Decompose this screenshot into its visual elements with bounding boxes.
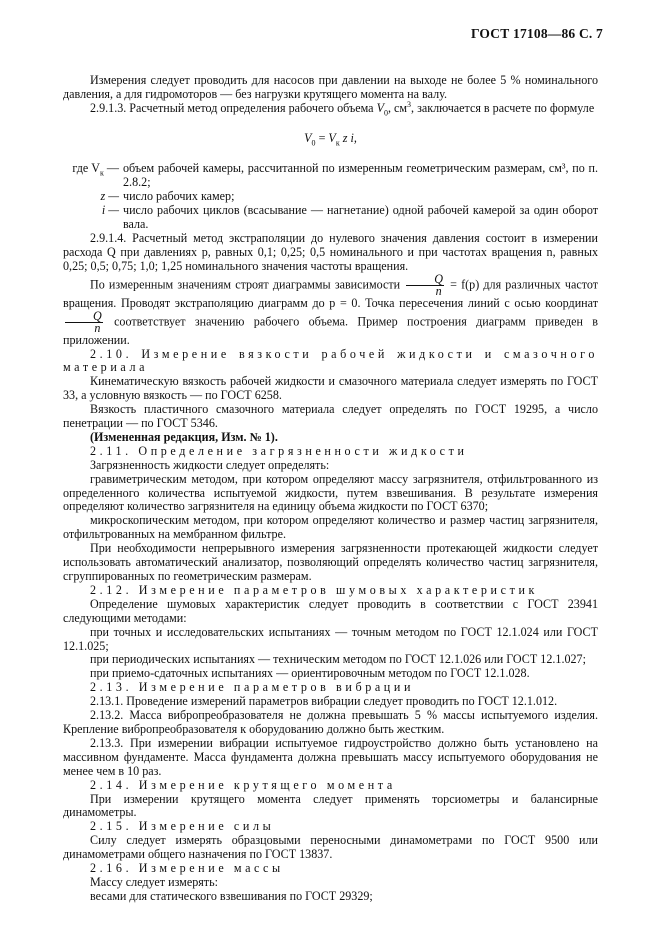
paragraph: Вязкость пластичного смазочного материала следует определять по ГОСТ 19295, а число пенетрации — по ГОСТ 5346.: [63, 402, 598, 431]
paragraph: Измерения следует проводить для насосов при давлении на выходе не более 5 % номинального давления, а для гидромоторов — без нагрузки крутящего момента на валу.: [63, 73, 598, 101]
paragraph: Определение шумовых характеристик следует проводить в соответствии с ГОСТ 23941 следующими методами:: [63, 596, 598, 625]
paragraph-diagrams: По измеренным значениям строят диаграммы зависимости $\frac{Q}{n}$ = f(p) для различных частот вращения. Проводят экстраполяцию диаграмм до p = 0. Точка пересечения линий с осью координат $\frac{Q}{n}$ соответствует значению рабочего объема. Пример построения диаграмм приведен в приложении.: [63, 271, 598, 347]
paragraph-2-9-1-3: 2.9.1.3. Расчетный метод определения рабочего объема $V_0$, $см^3$, заключается в расчете по формуле: [90, 99, 595, 118]
paragraph: при точных и исследовательских испытаниях — точным методом по ГОСТ 12.1.024 или ГОСТ 12.1.025;: [63, 624, 598, 653]
paragraph: Силу следует измерять образцовыми переносными динамометрами по ГОСТ 9500 или динамометрами общего назначения по ГОСТ 13837.: [63, 833, 598, 862]
paragraph-2-9-1-4: 2.9.1.4. Расчетный метод экстраполяции до нулевого значения давления состоит в измерении расхода Q при давлениях p, равных 0,1; 0,25; 0,5 номинального и при частотах вращения n, равных 0,25; 0,5; 0,75; 1,0; 1,25 номинального значения частоты вращения.: [63, 230, 598, 273]
page-header: ГОСТ 17108—86 С. 7: [470, 26, 603, 41]
paragraph: При необходимости непрерывного измерения загрязненности протекающей жидкости следует использовать автоматический анализатор, позволяющий определять количество частиц загрязнителя, сгруппированных по геометрическим размерам.: [63, 541, 598, 583]
section-heading-2-10: 2.10. Измерение вязкости рабочей жидкости и смазочного материала: [63, 346, 598, 375]
paragraph: Загрязненность жидкости следует определять:: [90, 457, 330, 472]
section-heading-2-12: 2.12. Измерение параметров шумовых характеристик: [90, 582, 539, 597]
section-heading-2-11: 2.11. Определение загрязненности жидкости: [90, 443, 468, 458]
document-body: [63, 74, 598, 904]
section-heading-2-15: 2.15. Измерение силы: [90, 819, 275, 834]
fraction-q-n: $\frac{Q}{n}$: [406, 274, 444, 297]
definition-z: z — число рабочих камер;: [100, 189, 235, 204]
formula-definitions: [63, 162, 598, 232]
fraction-q-n: $\frac{Q}{n}$: [65, 311, 103, 334]
paragraph: 2.13.3. При измерении вибрации испытуемое гидроустройство должно быть установлено на массивном фундаменте. Масса фундамента должна превышать массу испытуемого оборудования не менее чем в 10 раз.: [63, 735, 598, 778]
paragraph: 2.13.2. Масса вибропреобразователя не должна превышать 5 % массы испытуемого изделия. Крепление вибропреобразователя к оборудованию должно быть жестким.: [63, 708, 598, 736]
formula: $V_0 = V_к$ z i,: [304, 131, 357, 148]
paragraph: При измерении крутящего момента следует применять торсиометры и балансирные динамометры.: [63, 791, 598, 820]
paragraph: Массу следует измерять:: [90, 874, 218, 889]
section-heading-2-16: 2.16. Измерение массы: [90, 861, 284, 876]
amendment-note: (Измененная редакция, Изм. № 1).: [90, 429, 278, 444]
section-heading-2-14: 2.14. Измерение крутящего момента: [90, 777, 396, 792]
paragraph: гравиметрическим методом, при котором определяют массу загрязнителя, отфильтрованного из определенного количества испытуемой жидкости, путем взвешивания. В результате измерения определяют количество загрязнителя на единицу объема жидкости по ГОСТ 6370;: [63, 471, 598, 514]
paragraph: Кинематическую вязкость рабочей жидкости и смазочного материала следует измерять по ГОСТ 33, а условную вязкость — по ГОСТ 6258.: [63, 374, 598, 403]
paragraph: при приемо-сдаточных испытаниях — ориентировочным методом по ГОСТ 12.1.028.: [90, 666, 530, 681]
paragraph: при периодических испытаниях — техническим методом по ГОСТ 12.1.026 или ГОСТ 12.1.027;: [90, 652, 586, 667]
section-heading-2-13: 2.13. Измерение параметров вибрации: [90, 680, 415, 695]
definition-i: i — число рабочих циклов (всасывание — нагнетание) одной рабочей камерой за один оборот вала.: [101, 203, 598, 232]
paragraph: микроскопическим методом, при котором определяют количество и размер частиц загрязнителя, отфильтрованных на мембранном фильтре.: [63, 513, 598, 542]
paragraph: 2.13.1. Проведение измерений параметров вибрации следует проводить по ГОСТ 12.1.012.: [90, 694, 558, 709]
paragraph: весами для статического взвешивания по ГОСТ 29329;: [90, 888, 373, 903]
definition-vk: где $V_к$ — объем рабочей камеры, рассчитанной по измеренным геометрическим размерам, см³, по п. 2.8.2;: [72, 161, 598, 190]
